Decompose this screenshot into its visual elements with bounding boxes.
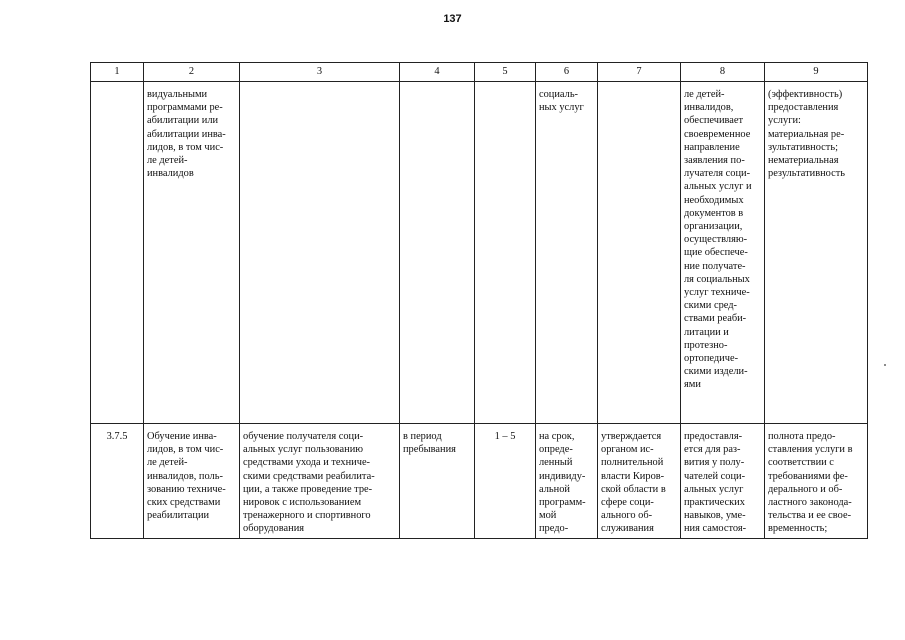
cell-text-line: скими издели- [684, 366, 748, 378]
cell-text-line: своевременное [684, 128, 751, 140]
cell-text-line: 1 – 5 [494, 431, 516, 442]
table-cell [240, 424, 400, 539]
column-header: 2 [144, 63, 240, 82]
cell-text-line: абилитации или [147, 115, 219, 127]
column-header: 5 [475, 63, 536, 82]
cell-text-line: инвалидов [147, 168, 194, 180]
cell-text-line: скими сред- [684, 300, 737, 312]
cell-text-line: органом ис- [601, 444, 654, 456]
table-cell [144, 82, 240, 424]
cell-text-line: соответствии с [768, 457, 834, 469]
table-cell [681, 424, 765, 539]
cell-text-line: материальная ре- [768, 128, 845, 140]
table-cell [598, 424, 681, 539]
table-row [91, 82, 868, 424]
table-cell [400, 82, 475, 424]
column-header: 7 [598, 63, 681, 82]
cell-text-line: служивания [601, 523, 654, 535]
cell-text-line: ями [684, 379, 701, 391]
table-cell [91, 424, 144, 539]
cell-text-line: чателей соци- [684, 470, 746, 482]
cell-text-line: щие обеспече- [684, 247, 748, 259]
table-cell [400, 424, 475, 539]
cell-text-line: ние получате- [684, 260, 746, 272]
cell-text-line: 3.7.5 [106, 431, 128, 442]
cell-text-line: тренажерного и спортивного [243, 510, 371, 522]
cell-text-line: предоставления [768, 102, 839, 114]
cell-text-line: документов в [684, 207, 744, 219]
cell-text-line: ле детей- [147, 155, 188, 167]
table-row [91, 424, 868, 539]
cell-text-line: зультативность; [768, 141, 838, 153]
cell-text-line: ется для раз- [684, 444, 741, 456]
cell-text-line: требованиями фе- [768, 470, 848, 482]
cell-text-line: навыков, уме- [684, 510, 746, 522]
services-table [90, 62, 868, 539]
table-cell [765, 82, 868, 424]
cell-text-line: необходимых [684, 194, 744, 206]
cell-text-line: ля социальных [684, 273, 750, 285]
cell-text-line: на срок, [539, 431, 575, 442]
table-cell [475, 82, 536, 424]
table-cell [536, 424, 598, 539]
cell-text-line: утверждается [601, 431, 662, 442]
cell-text-line: Обучение инва- [147, 431, 217, 442]
scan-speck [884, 364, 886, 366]
table-cell [536, 82, 598, 424]
cell-text-line: программами ре- [147, 102, 223, 114]
cell-text-line: ленный [539, 457, 573, 469]
column-header: 8 [681, 63, 765, 82]
cell-text-line: ортопедиче- [684, 353, 739, 365]
table-cell [681, 82, 765, 424]
cell-text-line: нировок с использованием [243, 497, 362, 509]
cell-text-line: программ- [539, 497, 586, 509]
cell-text-line: индивиду- [539, 470, 586, 482]
cell-text-line: инвалидов, поль- [147, 470, 223, 482]
cell-text-line: услуги: [768, 115, 801, 127]
cell-text-line: дерального и об- [768, 483, 843, 495]
cell-text-line: ния самостоя- [684, 523, 747, 535]
cell-text-line: тельства и ее свое- [768, 510, 852, 522]
cell-text-line: ции, а также проведение тре- [243, 483, 373, 495]
cell-text-line: альных услуг пользованию [243, 444, 364, 456]
cell-text-line: полнительной [601, 457, 664, 469]
cell-text-line: видуальными [147, 89, 208, 100]
cell-text-line: мой [539, 510, 557, 522]
cell-text-line: социаль- [539, 89, 579, 100]
column-header: 1 [91, 63, 144, 82]
cell-text-line: опреде- [539, 444, 573, 456]
cell-text-line: зованию техниче- [147, 483, 226, 495]
cell-text-line: результативность [768, 168, 846, 180]
cell-text-line: абилитации инва- [147, 128, 226, 140]
cell-text-line: осуществляю- [684, 234, 748, 246]
cell-text-line: реабилитации [147, 510, 210, 522]
cell-text-line: альных услуг и [684, 181, 752, 193]
column-header: 4 [400, 63, 475, 82]
table-cell [475, 424, 536, 539]
table-cell [91, 82, 144, 424]
cell-text-line: ле детей- [147, 457, 188, 469]
cell-text-line: обучение получателя соци- [243, 431, 364, 442]
cell-text-line: ных услуг [539, 102, 584, 114]
cell-text-line: обеспечивает [684, 115, 744, 127]
cell-text-line: оборудования [243, 523, 305, 535]
cell-text-line: ской области в [601, 483, 666, 495]
column-header: 9 [765, 63, 868, 82]
cell-text-line: ластного законода- [768, 497, 852, 509]
cell-text-line: ле детей- [684, 89, 725, 100]
cell-text-line: ставления услуги в [768, 444, 853, 456]
page-number: 137 [443, 13, 462, 25]
cell-text-line: протезно- [684, 339, 728, 351]
cell-text-line: вития у полу- [684, 457, 745, 469]
cell-text-line: сфере соци- [601, 497, 654, 509]
cell-text-line: альной [539, 483, 570, 495]
cell-text-line: услуг техниче- [684, 287, 750, 299]
cell-text-line: предо- [539, 523, 569, 535]
table-cell [765, 424, 868, 539]
table-cell [240, 82, 400, 424]
cell-text-line: средствами ухода и техниче- [243, 457, 371, 469]
cell-text-line: ствами реаби- [684, 313, 747, 325]
cell-text-line: инвалидов, [684, 102, 734, 114]
table-cell [144, 424, 240, 539]
cell-text-line: в период [403, 431, 442, 442]
cell-text-line: (эффективность) [768, 89, 843, 100]
cell-text-line: власти Киров- [601, 470, 665, 482]
cell-text-line: организации, [684, 221, 743, 233]
cell-text-line: ских средствами [147, 497, 221, 509]
cell-text-line: литации и [684, 326, 729, 338]
header-row [91, 63, 868, 82]
cell-text-line: лидов, в том чис- [147, 444, 224, 456]
column-header: 3 [240, 63, 400, 82]
cell-text-line: временность; [768, 523, 828, 535]
cell-text-line: предоставля- [684, 431, 743, 442]
column-header: 6 [536, 63, 598, 82]
cell-text-line: направление [684, 141, 740, 153]
table-cell [598, 82, 681, 424]
cell-text-line: нематериальная [768, 155, 839, 167]
cell-text-line: альных услуг [684, 483, 744, 495]
cell-text-line: лучателя соци- [684, 168, 751, 180]
cell-text-line: лидов, в том чис- [147, 141, 224, 153]
cell-text-line: заявления по- [684, 155, 745, 167]
cell-text-line: полнота предо- [768, 431, 836, 442]
cell-text-line: пребывания [403, 444, 456, 456]
cell-text-line: скими средствами реабилита- [243, 470, 375, 482]
cell-text-line: ального об- [601, 510, 653, 522]
cell-text-line: практических [684, 497, 745, 509]
